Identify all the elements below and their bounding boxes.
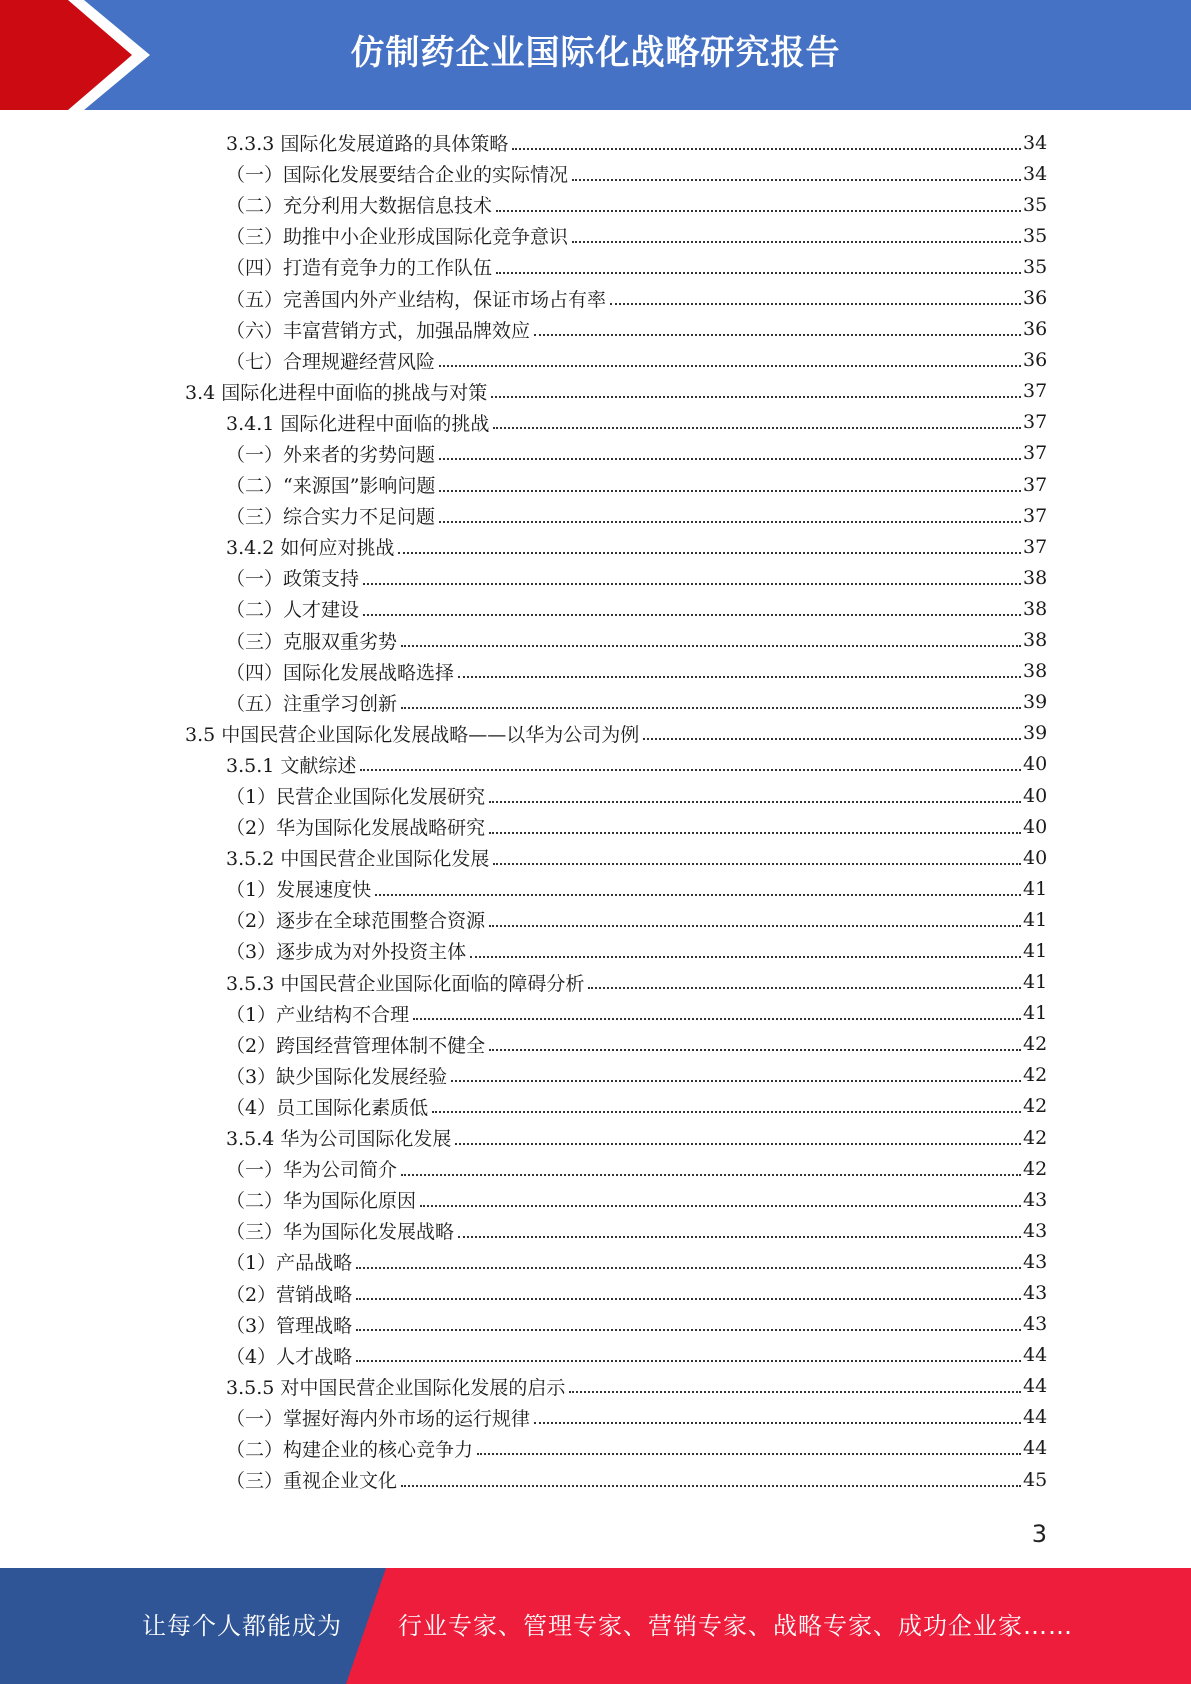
toc-entry-title: （1）产品战略 [226, 1252, 353, 1275]
toc-entry-page: 35 [1023, 255, 1048, 278]
toc-entry[interactable] [0, 1402, 1191, 1433]
toc-entry[interactable] [0, 562, 1191, 593]
toc-entry-page: 35 [1023, 224, 1048, 247]
toc-entry-title: （1）发展速度快 [226, 879, 372, 902]
toc-dot-leader [458, 1236, 1021, 1238]
toc-dot-leader [439, 458, 1021, 460]
toc-entry-title: 3.4.1 国际化进程中面临的挑战 [226, 412, 490, 435]
toc-entry-title: 3.3.3 国际化发展道路的具体策略 [226, 133, 509, 156]
toc-entry[interactable] [0, 1122, 1191, 1153]
toc-entry[interactable] [0, 967, 1191, 998]
toc-entry-page: 37 [1023, 442, 1048, 465]
toc-entry-page: 42 [1023, 1126, 1048, 1149]
toc-entry-title: （一）华为公司简介 [226, 1159, 398, 1182]
toc-entry[interactable] [0, 407, 1191, 438]
toc-entry-title: （2）逐步在全球范围整合资源 [226, 910, 486, 933]
table-of-contents [0, 127, 1191, 1495]
toc-entry-title: （三）综合实力不足问题 [226, 506, 436, 529]
toc-entry-title: （3）管理战略 [226, 1314, 353, 1337]
toc-entry-page: 34 [1023, 131, 1048, 154]
toc-dot-leader [420, 1205, 1021, 1207]
toc-entry-title: （一）政策支持 [226, 568, 360, 591]
toc-entry-title: 3.5.4 华为公司国际化发展 [226, 1128, 452, 1151]
toc-entry[interactable] [0, 873, 1191, 904]
toc-dot-leader [496, 210, 1021, 212]
toc-entry-page: 43 [1023, 1219, 1048, 1242]
toc-entry-title: （一）国际化发展要结合企业的实际情况 [226, 164, 569, 187]
toc-dot-leader [439, 365, 1021, 367]
toc-entry-page: 37 [1023, 380, 1048, 403]
toc-entry[interactable] [0, 998, 1191, 1029]
toc-dot-leader [496, 272, 1021, 274]
toc-entry[interactable] [0, 531, 1191, 562]
toc-entry[interactable] [0, 1184, 1191, 1215]
toc-entry-title: （三）助推中小企业形成国际化竞争意识 [226, 226, 569, 249]
toc-entry-page: 39 [1023, 691, 1048, 714]
toc-entry[interactable] [0, 376, 1191, 407]
toc-entry[interactable] [0, 1340, 1191, 1371]
toc-entry-page: 36 [1023, 349, 1048, 372]
toc-dot-leader [643, 738, 1021, 740]
toc-dot-leader [534, 1422, 1021, 1424]
toc-dot-leader [572, 241, 1021, 243]
toc-entry[interactable] [0, 718, 1191, 749]
toc-dot-leader [363, 614, 1021, 616]
toc-entry-page: 35 [1023, 193, 1048, 216]
toc-dot-leader [356, 1267, 1021, 1269]
toc-entry-page: 41 [1023, 908, 1048, 931]
toc-entry-title: （二）华为国际化原因 [226, 1190, 417, 1213]
toc-dot-leader [356, 1360, 1021, 1362]
toc-dot-leader [363, 583, 1021, 585]
footer-slogan-left: 让每个人都能成为 [142, 1612, 342, 1640]
toc-entry[interactable] [0, 1433, 1191, 1464]
toc-dot-leader [401, 645, 1021, 647]
toc-entry-page: 41 [1023, 877, 1048, 900]
page-number: 3 [1031, 1520, 1047, 1548]
toc-dot-leader [401, 1485, 1021, 1487]
toc-entry-title: （一）外来者的劣势问题 [226, 443, 436, 466]
toc-entry-page: 44 [1023, 1375, 1048, 1398]
toc-entry-title: （三）克服双重劣势 [226, 630, 398, 653]
toc-entry[interactable] [0, 1309, 1191, 1340]
toc-entry-title: （三）重视企业文化 [226, 1470, 398, 1493]
toc-entry[interactable] [0, 904, 1191, 935]
toc-entry-page: 43 [1023, 1282, 1048, 1305]
toc-entry-title: 3.5.2 中国民营企业国际化发展 [226, 848, 490, 871]
toc-entry[interactable] [0, 1246, 1191, 1277]
toc-dot-leader [572, 179, 1021, 181]
toc-entry-page: 41 [1023, 939, 1048, 962]
toc-dot-leader [375, 894, 1021, 896]
toc-dot-leader [439, 490, 1021, 492]
toc-dot-leader [356, 1329, 1021, 1331]
toc-entry-title: 3.5.1 文献综述 [226, 754, 357, 777]
toc-dot-leader [491, 396, 1021, 398]
toc-dot-leader [413, 1018, 1021, 1020]
toc-entry[interactable] [0, 687, 1191, 718]
toc-entry-title: （二）构建企业的核心竞争力 [226, 1438, 474, 1461]
toc-dot-leader [534, 334, 1021, 336]
toc-entry[interactable] [0, 469, 1191, 500]
toc-entry[interactable] [0, 935, 1191, 966]
toc-entry[interactable] [0, 656, 1191, 687]
toc-entry-title: 3.5.3 中国民营企业国际化面临的障碍分析 [226, 972, 585, 995]
toc-entry-title: （七）合理规避经营风险 [226, 350, 436, 373]
toc-entry[interactable] [0, 127, 1191, 158]
toc-entry-title: 3.4.2 如何应对挑战 [226, 537, 395, 560]
toc-entry[interactable] [0, 282, 1191, 313]
toc-entry-page: 39 [1023, 722, 1048, 745]
toc-entry[interactable] [0, 189, 1191, 220]
toc-entry-title: （二）人才建设 [226, 599, 360, 622]
toc-entry-page: 40 [1023, 846, 1048, 869]
toc-dot-leader [360, 769, 1021, 771]
toc-dot-leader [439, 521, 1021, 523]
toc-entry-title: （五）注重学习创新 [226, 692, 398, 715]
toc-dot-leader [356, 1298, 1021, 1300]
toc-entry-title: （3）缺少国际化发展经验 [226, 1065, 448, 1088]
toc-entry[interactable] [0, 158, 1191, 189]
toc-entry-page: 43 [1023, 1313, 1048, 1336]
toc-entry-title: （一）掌握好海内外市场的运行规律 [226, 1407, 531, 1430]
footer-slogan-right: 行业专家、管理专家、营销专家、战略专家、成功企业家…… [398, 1612, 1073, 1640]
toc-entry-page: 43 [1023, 1188, 1048, 1211]
toc-entry-title: （1）民营企业国际化发展研究 [226, 786, 486, 809]
toc-entry-page: 42 [1023, 1095, 1048, 1118]
toc-entry-page: 44 [1023, 1437, 1048, 1460]
toc-entry[interactable] [0, 749, 1191, 780]
toc-entry-page: 37 [1023, 473, 1048, 496]
toc-entry-title: （二）充分利用大数据信息技术 [226, 195, 493, 218]
toc-dot-leader [610, 303, 1021, 305]
toc-entry[interactable] [0, 1215, 1191, 1246]
toc-dot-leader [493, 863, 1021, 865]
toc-entry-page: 38 [1023, 597, 1048, 620]
toc-entry-title: （3）逐步成为对外投资主体 [226, 941, 467, 964]
toc-dot-leader [489, 801, 1021, 803]
toc-entry-page: 37 [1023, 504, 1048, 527]
toc-entry[interactable] [0, 438, 1191, 469]
toc-entry-title: 3.4 国际化进程中面临的挑战与对策 [185, 381, 488, 404]
toc-entry[interactable] [0, 345, 1191, 376]
toc-entry[interactable] [0, 220, 1191, 251]
toc-dot-leader [432, 1111, 1021, 1113]
toc-entry[interactable] [0, 1464, 1191, 1495]
toc-entry[interactable] [0, 1153, 1191, 1184]
toc-dot-leader [489, 832, 1021, 834]
toc-entry-page: 44 [1023, 1406, 1048, 1429]
toc-dot-leader [477, 1453, 1021, 1455]
toc-entry-page: 37 [1023, 411, 1048, 434]
toc-entry-page: 37 [1023, 535, 1048, 558]
toc-entry-page: 42 [1023, 1157, 1048, 1180]
toc-entry-title: 3.5.5 对中国民营企业国际化发展的启示 [226, 1376, 566, 1399]
toc-entry-page: 43 [1023, 1250, 1048, 1273]
toc-entry[interactable] [0, 1277, 1191, 1308]
toc-dot-leader [489, 1049, 1021, 1051]
toc-entry[interactable] [0, 500, 1191, 531]
toc-dot-leader [512, 148, 1021, 150]
toc-entry-page: 36 [1023, 287, 1048, 310]
toc-entry[interactable] [0, 811, 1191, 842]
toc-entry-title: （四）国际化发展战略选择 [226, 661, 455, 684]
toc-entry-page: 42 [1023, 1064, 1048, 1087]
document-title: 仿制药企业国际化战略研究报告 [350, 33, 841, 73]
toc-entry-page: 38 [1023, 629, 1048, 652]
toc-dot-leader [455, 1143, 1021, 1145]
toc-entry-page: 38 [1023, 660, 1048, 683]
toc-entry-page: 40 [1023, 784, 1048, 807]
toc-entry-title: （二）“来源国”影响问题 [226, 475, 436, 498]
toc-entry[interactable] [0, 625, 1191, 656]
toc-entry-page: 40 [1023, 815, 1048, 838]
toc-dot-leader [451, 1080, 1021, 1082]
toc-entry-page: 45 [1023, 1468, 1048, 1491]
toc-entry-page: 38 [1023, 566, 1048, 589]
toc-entry-title: （2）跨国经营管理体制不健全 [226, 1034, 486, 1057]
toc-dot-leader [569, 1391, 1021, 1393]
toc-entry-page: 40 [1023, 753, 1048, 776]
toc-entry-page: 42 [1023, 1033, 1048, 1056]
footer-band [0, 1568, 1191, 1684]
toc-entry-title: （4）人才战略 [226, 1345, 353, 1368]
toc-entry[interactable] [0, 251, 1191, 282]
toc-dot-leader [489, 925, 1021, 927]
toc-entry-page: 44 [1023, 1344, 1048, 1367]
toc-entry[interactable] [0, 780, 1191, 811]
toc-entry[interactable] [0, 1060, 1191, 1091]
toc-dot-leader [401, 707, 1021, 709]
toc-entry[interactable] [0, 593, 1191, 624]
toc-entry-title: （1）产业结构不合理 [226, 1003, 410, 1026]
toc-dot-leader [470, 956, 1021, 958]
toc-entry[interactable] [0, 1029, 1191, 1060]
toc-entry-page: 41 [1023, 971, 1048, 994]
toc-dot-leader [588, 987, 1021, 989]
toc-entry-page: 34 [1023, 162, 1048, 185]
toc-entry-title: （2）华为国际化发展战略研究 [226, 817, 486, 840]
toc-entry[interactable] [0, 842, 1191, 873]
toc-entry-title: （三）华为国际化发展战略 [226, 1221, 455, 1244]
toc-entry-title: 3.5 中国民营企业国际化发展战略——以华为公司为例 [185, 723, 640, 746]
toc-dot-leader [458, 676, 1021, 678]
toc-entry-title: （四）打造有竞争力的工作队伍 [226, 257, 493, 280]
toc-entry-page: 36 [1023, 318, 1048, 341]
toc-entry[interactable] [0, 1371, 1191, 1402]
toc-entry[interactable] [0, 314, 1191, 345]
toc-entry[interactable] [0, 1091, 1191, 1122]
toc-entry-title: （五）完善国内外产业结构，保证市场占有率 [226, 288, 607, 311]
toc-entry-title: （六）丰富营销方式，加强品牌效应 [226, 319, 531, 342]
toc-entry-title: （2）营销战略 [226, 1283, 353, 1306]
toc-entry-title: （4）员工国际化素质低 [226, 1096, 429, 1119]
header-band [0, 0, 1191, 110]
toc-dot-leader [493, 427, 1021, 429]
toc-dot-leader [401, 1174, 1021, 1176]
toc-entry-page: 41 [1023, 1002, 1048, 1025]
toc-dot-leader [398, 552, 1021, 554]
